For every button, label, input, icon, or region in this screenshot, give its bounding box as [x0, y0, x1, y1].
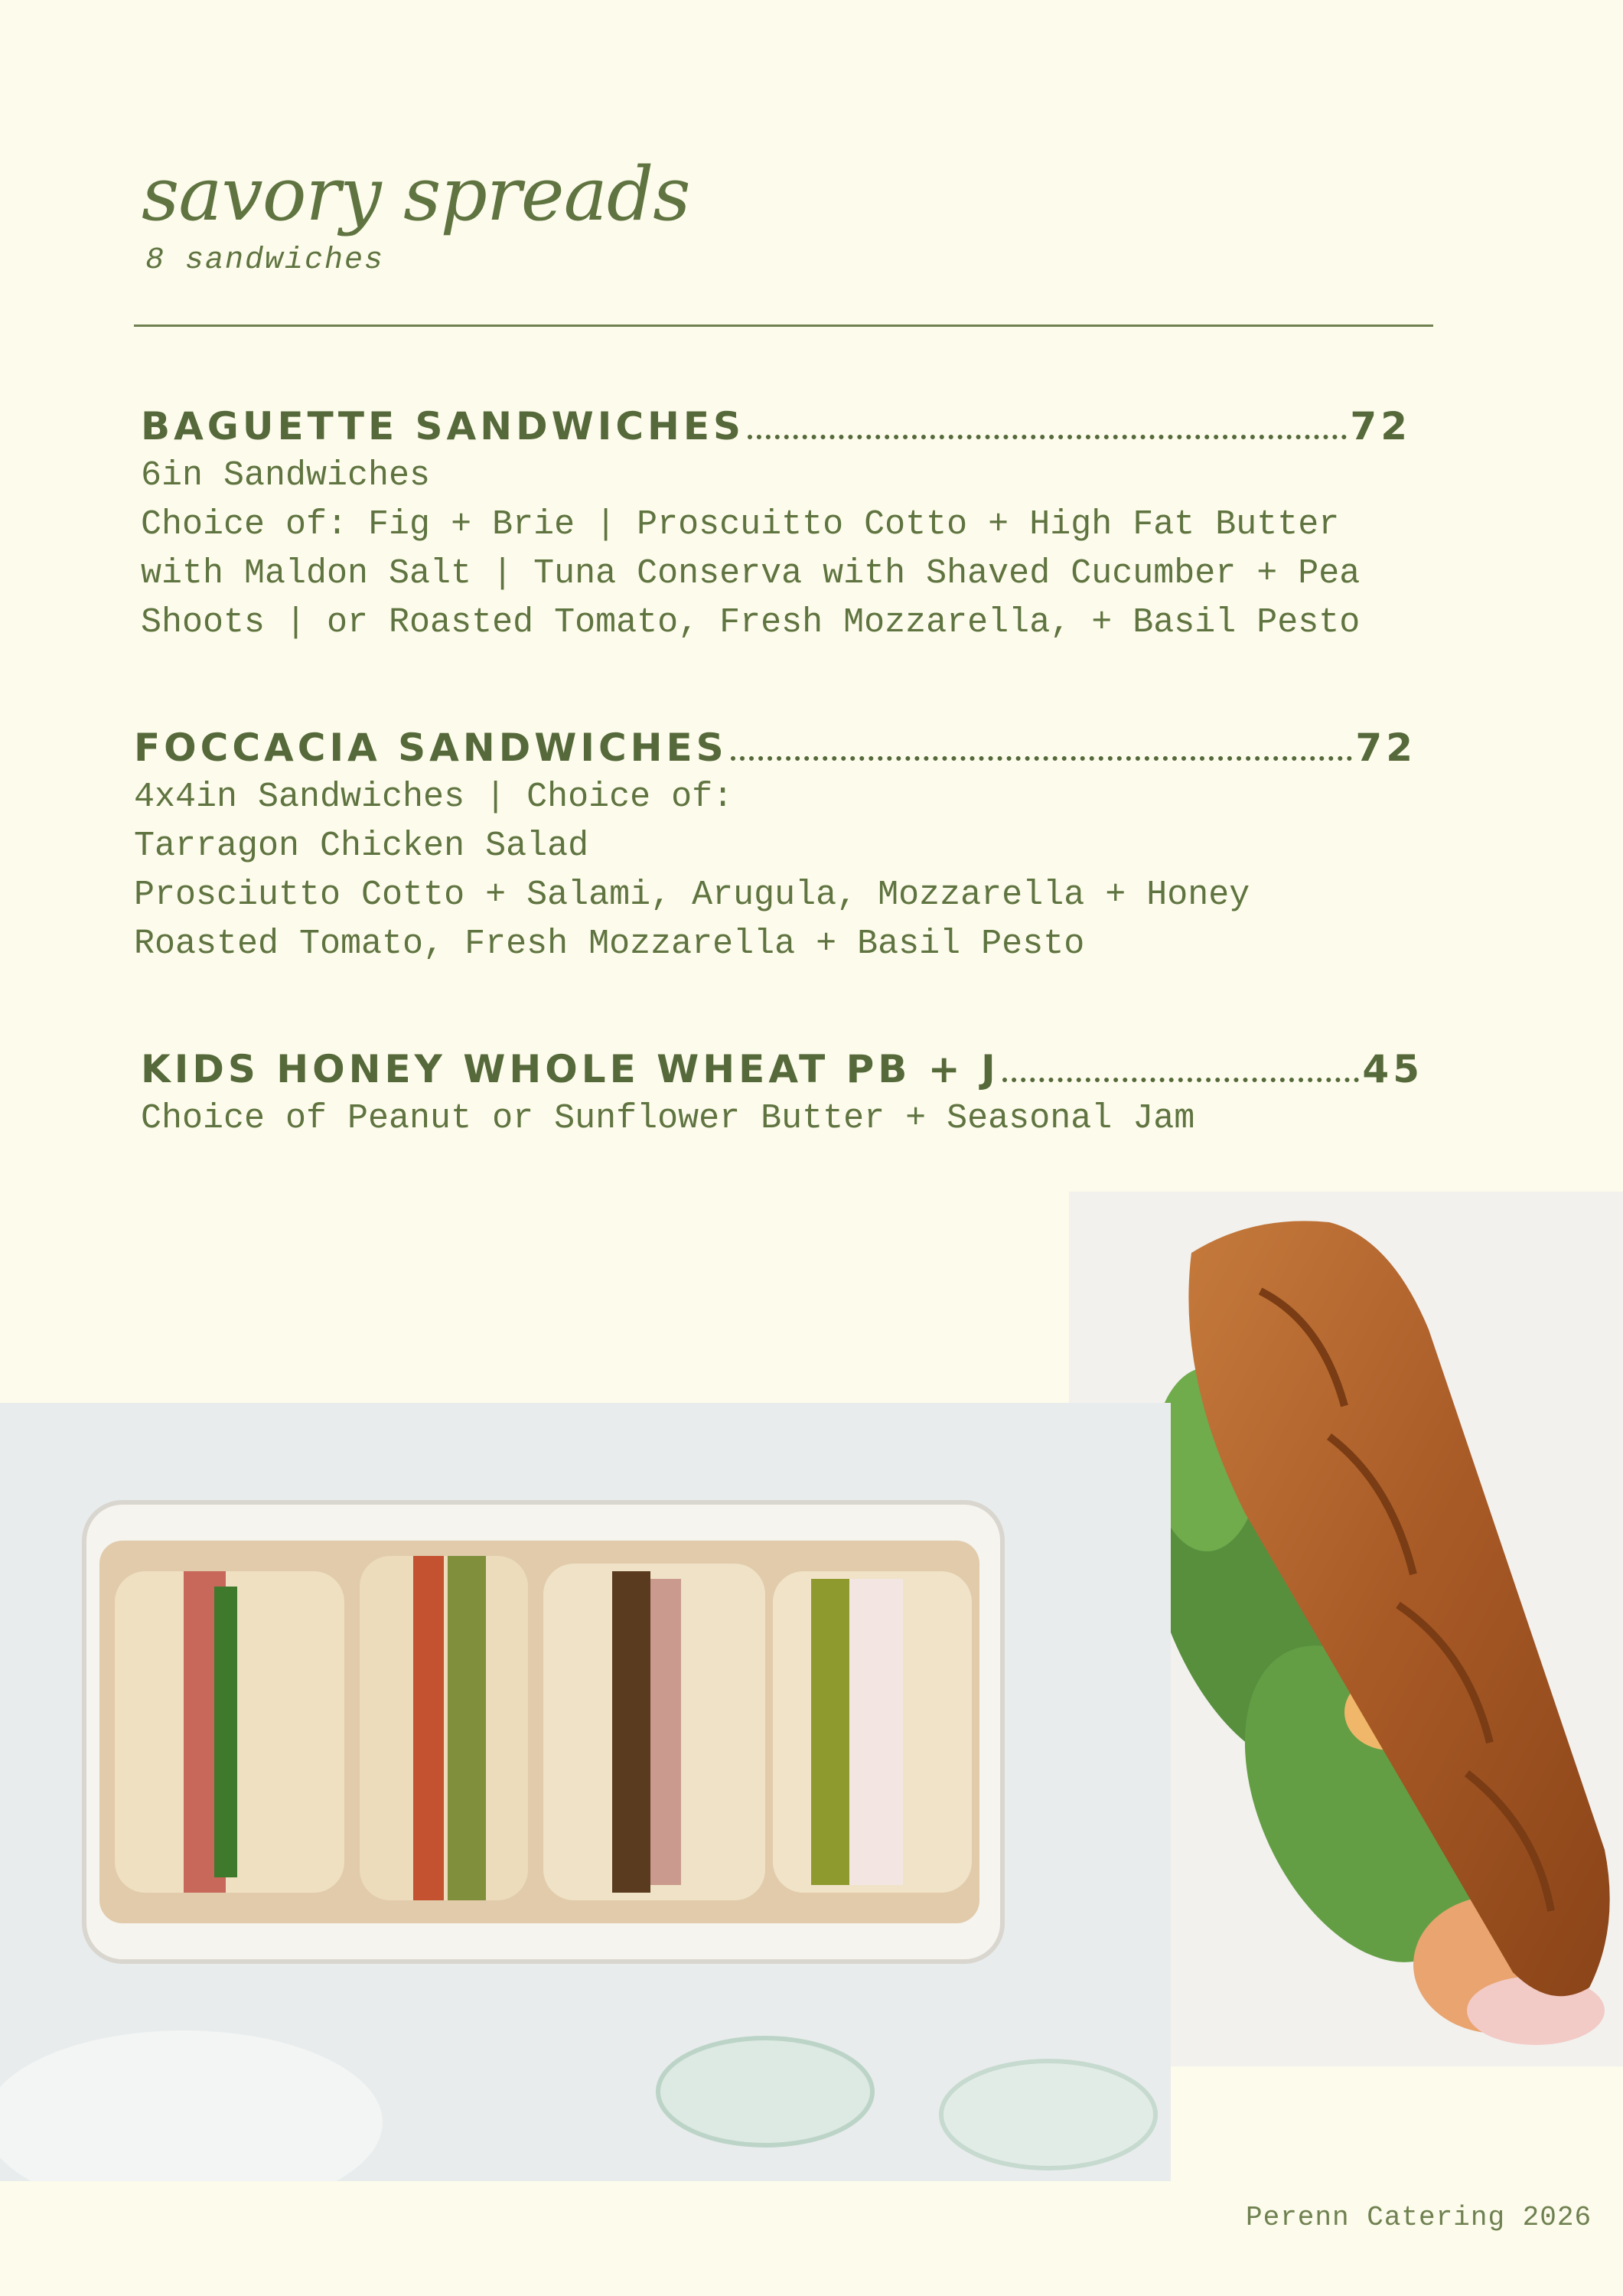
- description-line: 4x4in Sandwiches | Choice of:: [134, 778, 734, 817]
- menu-item-price: 72: [1350, 404, 1411, 448]
- footer-text: Perenn Catering 2026: [1246, 2202, 1592, 2233]
- menu-item-heading: [141, 1047, 1423, 1091]
- menu-item-description: [141, 1094, 1423, 1143]
- description-line: Shoots | or Roasted Tomato, Fresh Mozzarella, + Basil Pesto: [141, 603, 1361, 642]
- menu-item-description: [141, 452, 1411, 647]
- header-divider: [134, 325, 1433, 327]
- menu-item-price: 72: [1355, 726, 1416, 770]
- dot-leader: [731, 756, 1353, 761]
- menu-item-kids-pbj: [141, 1047, 1423, 1143]
- menu-item-name: KIDS HONEY WHOLE WHEAT PB + J: [141, 1047, 999, 1091]
- description-line: 6in Sandwiches: [141, 456, 431, 495]
- sandwich-box-photo: [0, 1403, 1171, 2181]
- menu-item-price: 45: [1362, 1047, 1423, 1091]
- page-subtitle: 8 sandwiches: [145, 243, 385, 278]
- menu-item-baguette: [141, 404, 1411, 647]
- description-line: Choice of Peanut or Sunflower Butter + Seasonal Jam: [141, 1099, 1195, 1138]
- dot-leader: [748, 435, 1347, 439]
- menu-item-heading: [134, 726, 1416, 770]
- page-title: savory spreads: [142, 152, 690, 237]
- description-line: Prosciutto Cotto + Salami, Arugula, Mozzarella + Honey: [134, 876, 1250, 915]
- menu-item-description: [134, 773, 1416, 969]
- dot-leader: [1002, 1078, 1360, 1082]
- menu-item-heading: [141, 404, 1411, 448]
- menu-item-foccacia: [134, 726, 1416, 969]
- menu-item-name: FOCCACIA SANDWICHES: [134, 726, 728, 770]
- menu-item-name: BAGUETTE SANDWICHES: [141, 404, 745, 448]
- description-line: Choice of: Fig + Brie | Proscuitto Cotto + High Fat Butter: [141, 505, 1340, 544]
- description-line: Roasted Tomato, Fresh Mozzarella + Basil Pesto: [134, 925, 1085, 964]
- description-line: Tarragon Chicken Salad: [134, 827, 589, 866]
- description-line: with Maldon Salt | Tuna Conserva with Shaved Cucumber + Pea: [141, 554, 1361, 593]
